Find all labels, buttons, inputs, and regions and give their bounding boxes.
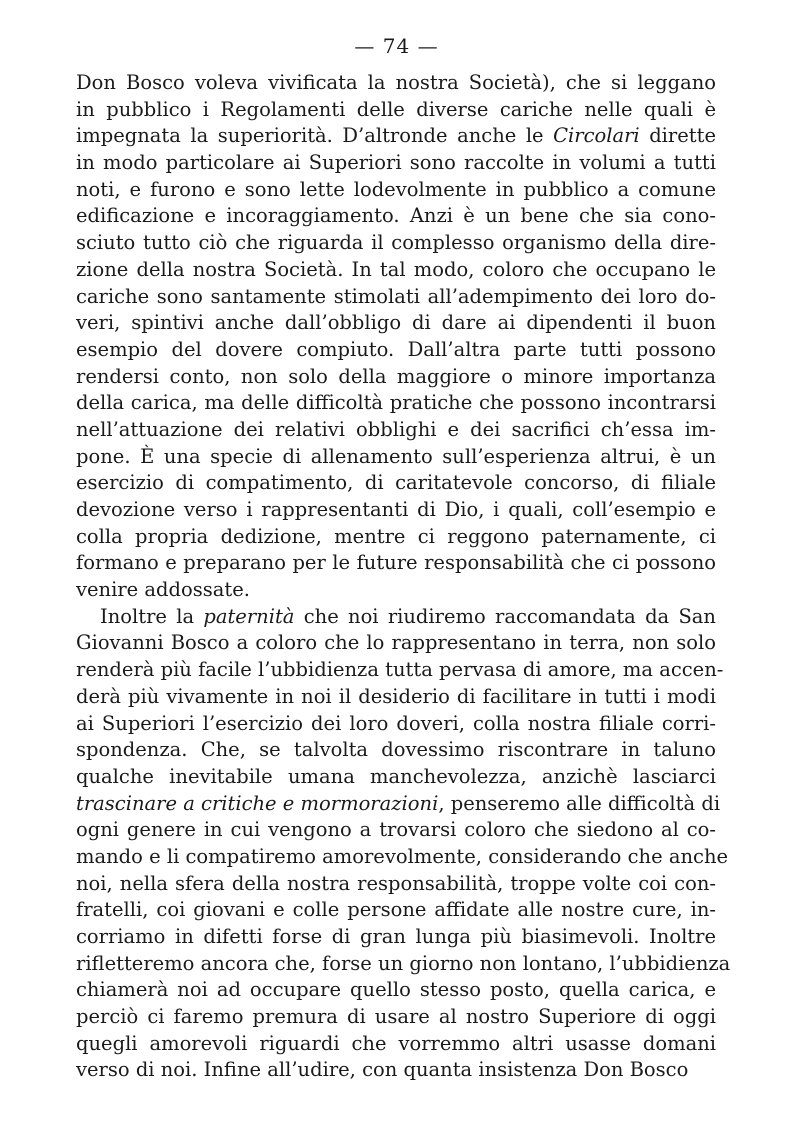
text-run: in modo particolare ai Superiori sono raccolte in volumi a tutti bbox=[76, 151, 716, 175]
text-line bbox=[76, 444, 716, 471]
text-run: veri, spintivi anche dall’obbligo di dare ai dipendenti il buon bbox=[76, 311, 716, 335]
text-line bbox=[76, 123, 716, 150]
text-line bbox=[76, 630, 716, 657]
page-number: — 74 — bbox=[354, 34, 439, 58]
text-line bbox=[76, 1004, 716, 1031]
text-line bbox=[76, 97, 716, 124]
text-run: quegli amorevoli riguardi che vorremmo altri usasse domani bbox=[76, 1031, 716, 1055]
text-run: esempio del dovere compiuto. Dall’altra parte tutti possono bbox=[76, 337, 716, 361]
text-run: esercizio di compatimento, di caritatevole concorso, di filiale bbox=[76, 471, 716, 495]
text-line bbox=[76, 470, 716, 497]
text-run: nell’attuazione dei relativi obblighi e dei sacrifici ch’essa im- bbox=[76, 417, 716, 441]
text-line bbox=[76, 977, 716, 1004]
text-line bbox=[76, 711, 716, 738]
text-line bbox=[76, 684, 716, 711]
text-run: noi, nella sfera della nostra responsabilità, troppe volte coi con- bbox=[76, 871, 716, 895]
text-line bbox=[76, 897, 716, 924]
text-line bbox=[76, 524, 716, 551]
text-line bbox=[76, 817, 716, 844]
text-run: fratelli, coi giovani e colle persone affidate alle nostre cure, in- bbox=[76, 898, 716, 922]
text-run: mando e li compatiremo amorevolmente, considerando che anche bbox=[76, 844, 729, 868]
text-line bbox=[76, 230, 716, 257]
text-line bbox=[76, 924, 716, 951]
text-run: cariche sono santamente stimolati all’adempimento dei loro do- bbox=[76, 284, 716, 308]
text-run: verso di noi. Infine all’udire, con quanta insistenza Don Bosco bbox=[76, 1058, 689, 1082]
text-line bbox=[76, 951, 731, 978]
text-run: zione della nostra Società. In tal modo, coloro che occupano le bbox=[76, 257, 716, 281]
text-line bbox=[76, 737, 716, 764]
text-run: impegnata la superiorità. D’altronde anche le bbox=[76, 124, 554, 148]
text-run: rendersi conto, non solo della maggiore o minore importanza bbox=[76, 364, 716, 388]
text-line bbox=[76, 150, 716, 177]
text-line bbox=[76, 310, 716, 337]
text-line bbox=[76, 550, 716, 577]
text-line bbox=[76, 577, 716, 604]
text-run: edificazione e incoraggiamento. Anzi è un bene che sia cono- bbox=[76, 204, 716, 228]
text-run: ogni genere in cui vengono a trovarsi coloro che siedono al co- bbox=[76, 818, 716, 842]
text-line bbox=[76, 497, 716, 524]
text-run: dirette bbox=[639, 124, 716, 148]
text-run: devozione verso i rappresentanti di Dio, i quali, coll’esempio e bbox=[76, 498, 716, 521]
text-run: ai Superiori l’esercizio dei loro doveri, colla nostra filiale corri- bbox=[76, 711, 716, 735]
text-line bbox=[76, 390, 716, 417]
text-run: corriamo in difetti forse di gran lunga più biasimevoli. Inoltre bbox=[76, 925, 716, 948]
text-run: derà più vivamente in noi il desiderio di facilitare in tutti i modi bbox=[76, 684, 716, 708]
text-run: Don Bosco voleva vivificata la nostra Società), che si leggano bbox=[76, 71, 716, 94]
text-line bbox=[76, 284, 716, 311]
paragraph bbox=[76, 604, 731, 1084]
text-run: , penseremo alle difficoltà di bbox=[438, 791, 721, 815]
text-run: qualche inevitabile umana manchevolezza, anzichè lasciarci bbox=[76, 764, 716, 788]
text-line bbox=[76, 791, 721, 818]
text-run: sciuto tutto ciò che riguarda il complesso organismo della dire- bbox=[76, 231, 716, 255]
italic-text-run: paternità bbox=[203, 604, 295, 628]
text-run: in pubblico i Regolamenti delle diverse cariche nelle quali è bbox=[76, 97, 716, 121]
text-run: Inoltre la bbox=[100, 604, 204, 628]
text-line bbox=[76, 604, 716, 631]
text-run: colla propria dedizione, mentre ci reggono paternamente, ci bbox=[76, 524, 716, 548]
text-run: Giovanni Bosco a coloro che lo rappresentano in terra, non solo bbox=[76, 631, 716, 655]
text-run: chiamerà noi ad occupare quello stesso posto, quella carica, e bbox=[76, 978, 716, 1002]
text-run: pone. È una specie di allenamento sull’esperienza altrui, è un bbox=[76, 444, 716, 468]
text-line bbox=[76, 1057, 716, 1084]
text-run: spondenza. Che, se talvolta dovessimo riscontrare in taluno bbox=[76, 738, 716, 762]
text-line bbox=[76, 871, 716, 898]
text-run: della carica, ma delle difficoltà pratiche che possono incontrarsi bbox=[76, 391, 716, 415]
text-run: renderà più facile l’ubbidienza tutta pervasa di amore, ma accen- bbox=[76, 658, 724, 682]
text-line bbox=[76, 203, 716, 230]
text-run: che noi riudiremo raccomandata da San bbox=[294, 604, 716, 628]
text-run: rifletteremo ancora che, forse un giorno non lontano, l’ubbidienza bbox=[76, 951, 731, 975]
text-line bbox=[76, 70, 716, 97]
italic-text-run: Circolari bbox=[553, 124, 640, 148]
text-run: noti, e furono e sono lette lodevolmente in pubblico a comune bbox=[76, 177, 716, 201]
text-run: formano e preparano per le future responsabilità che ci possono bbox=[76, 551, 716, 575]
text-line bbox=[76, 177, 716, 204]
text-line bbox=[76, 417, 716, 444]
text-line bbox=[76, 657, 724, 684]
text-line bbox=[76, 364, 716, 391]
text-run: venire addossate. bbox=[76, 578, 250, 602]
text-line bbox=[76, 764, 716, 791]
text-line bbox=[76, 844, 729, 871]
text-line bbox=[76, 257, 716, 284]
body-text bbox=[76, 70, 731, 1084]
text-line bbox=[76, 337, 716, 364]
text-run: perciò ci faremo premura di usare al nostro Superiore di oggi bbox=[76, 1005, 716, 1029]
text-line bbox=[76, 1031, 716, 1058]
italic-text-run: trascinare a critiche e mormorazioni bbox=[76, 791, 439, 815]
paragraph bbox=[76, 70, 716, 604]
